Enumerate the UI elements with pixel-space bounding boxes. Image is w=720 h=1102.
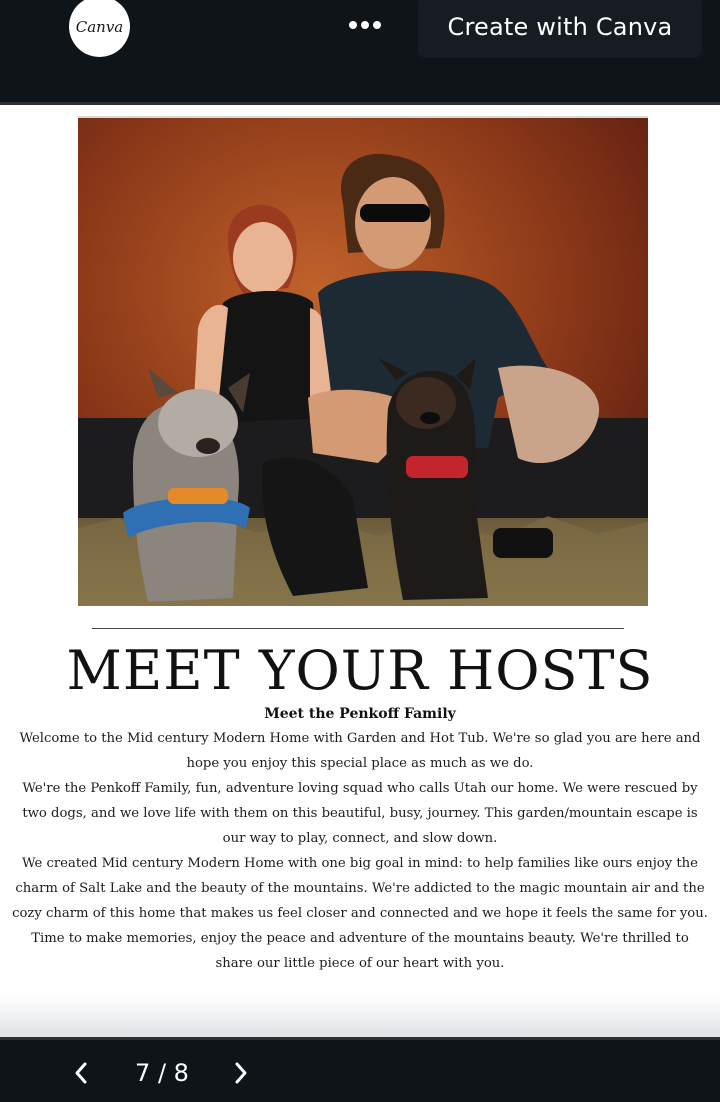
top-bar bbox=[0, 0, 720, 102]
canva-logo-text: Canva bbox=[75, 17, 124, 36]
hosts-photo bbox=[78, 116, 648, 606]
slide-page bbox=[0, 105, 720, 1037]
pager-bar bbox=[0, 1037, 720, 1102]
previous-page-button[interactable] bbox=[66, 1058, 96, 1088]
family-paragraph: We're the Penkoff Family, fun, adventure loving squad who calls Utah our home. We were rescued by two dogs, and we love life with them on this beautiful, busy, journey. This garden/mountain escape is our way to play, connect, and slow down. bbox=[22, 781, 698, 846]
more-horizontal-icon bbox=[345, 19, 385, 31]
family-with-dogs-photo bbox=[78, 118, 648, 606]
welcome-paragraph: Welcome to the Mid century Modern Home with Garden and Hot Tub. We're so glad you are here and hope you enjoy this special place as much as we do. bbox=[19, 731, 701, 771]
page-counter: 7 / 8 bbox=[135, 1059, 189, 1087]
top-divider-line bbox=[92, 628, 624, 629]
next-page-button[interactable] bbox=[226, 1058, 256, 1088]
family-subheading: Meet the Penkoff Family bbox=[264, 706, 456, 722]
create-with-canva-button[interactable]: Create with Canva bbox=[418, 0, 702, 58]
mission-paragraph: We created Mid century Modern Home with one big goal in mind: to help families like ours enjoy the charm of Salt Lake and the beauty of the mountains. We're addicted to the magic mountain air and the cozy charm of this home that makes us feel closer and connected and we hope it feels the same for you. Time to make memories, enjoy the peace and adventure of the mountains beauty. We're thrilled to share our little piece of our heart with you. bbox=[12, 856, 708, 971]
bottom-fade bbox=[0, 995, 720, 1037]
canva-logo[interactable] bbox=[69, 0, 130, 57]
welcome-text bbox=[12, 726, 708, 976]
more-options-button[interactable] bbox=[340, 10, 390, 40]
chevron-left-icon bbox=[73, 1061, 89, 1085]
chevron-right-icon bbox=[233, 1061, 249, 1085]
page-title: MEET YOUR HOSTS bbox=[66, 639, 654, 702]
